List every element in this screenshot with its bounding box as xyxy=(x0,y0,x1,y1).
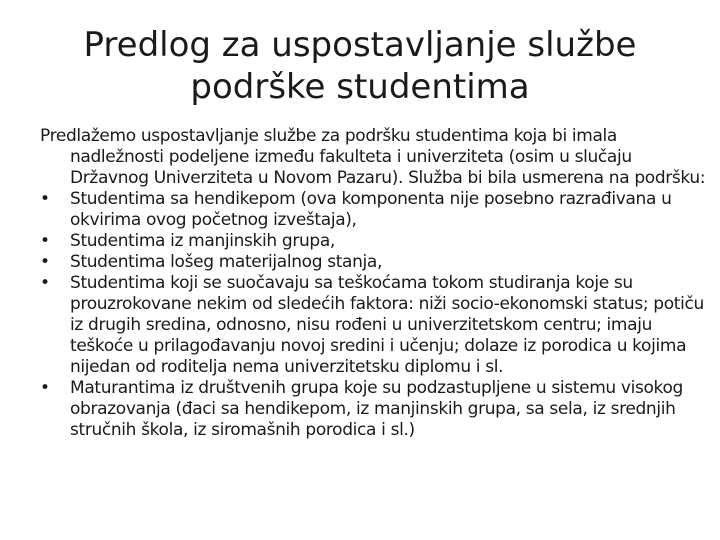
bullet-item xyxy=(40,189,712,231)
bullet-item xyxy=(40,378,712,441)
bullet-text: Studentima koji se suočavaju sa teškoćama tokom studiranja koje su prouzrokovane nekim od sledećih faktora: niži socio-ekonomski status; potiču iz drugih sredina, odnosno, nisu rođeni u univerzitetskom centru; imaju teškoće u prilagođavanju novoj sredini i učenju; dolaze iz porodica u kojima nijedan od roditelja nema univerzitetsku diplomu i sl. xyxy=(70,273,704,377)
bullet-text: Studentima iz manjinskih grupa, xyxy=(70,231,335,251)
title-line-1: Predlog za uspostavljanje službe xyxy=(83,25,637,65)
bullet-text: Studentima sa hendikepom (ova komponenta nije posebno razrađivana u okvirima ovog početnog izveštaja), xyxy=(70,189,672,230)
bullet-list xyxy=(40,189,712,441)
slide-body xyxy=(40,126,712,441)
bullet-dot-icon: • xyxy=(40,252,50,272)
bullet-item xyxy=(40,231,712,252)
bullet-text: Maturantima iz društvenih grupa koje su podzastupljene u sistemu visokog obrazovanja (đaci sa hendikepom, iz manjinskih grupa, sa sela, iz srednjih stručnih škola, iz siromašnih porodica i sl.) xyxy=(70,378,683,440)
bullet-item xyxy=(40,273,712,378)
bullet-dot-icon: • xyxy=(40,231,50,251)
bullet-text: Studentima lošeg materijalnog stanja, xyxy=(70,252,383,272)
title-line-2: podrške studentima xyxy=(190,67,530,107)
bullet-dot-icon: • xyxy=(40,378,50,398)
bullet-dot-icon: • xyxy=(40,189,50,209)
intro-paragraph: Predlažemo uspostavljanje službe za podršku studentima koja bi imala nadležnosti podeljene između fakulteta i univerziteta (osim u slučaju Državnog Univerziteta u Novom Pazaru). Služba bi bila usmerena na podršku: xyxy=(40,126,706,188)
bullet-dot-icon: • xyxy=(40,273,50,293)
slide-title xyxy=(40,24,680,108)
bullet-item xyxy=(40,252,712,273)
